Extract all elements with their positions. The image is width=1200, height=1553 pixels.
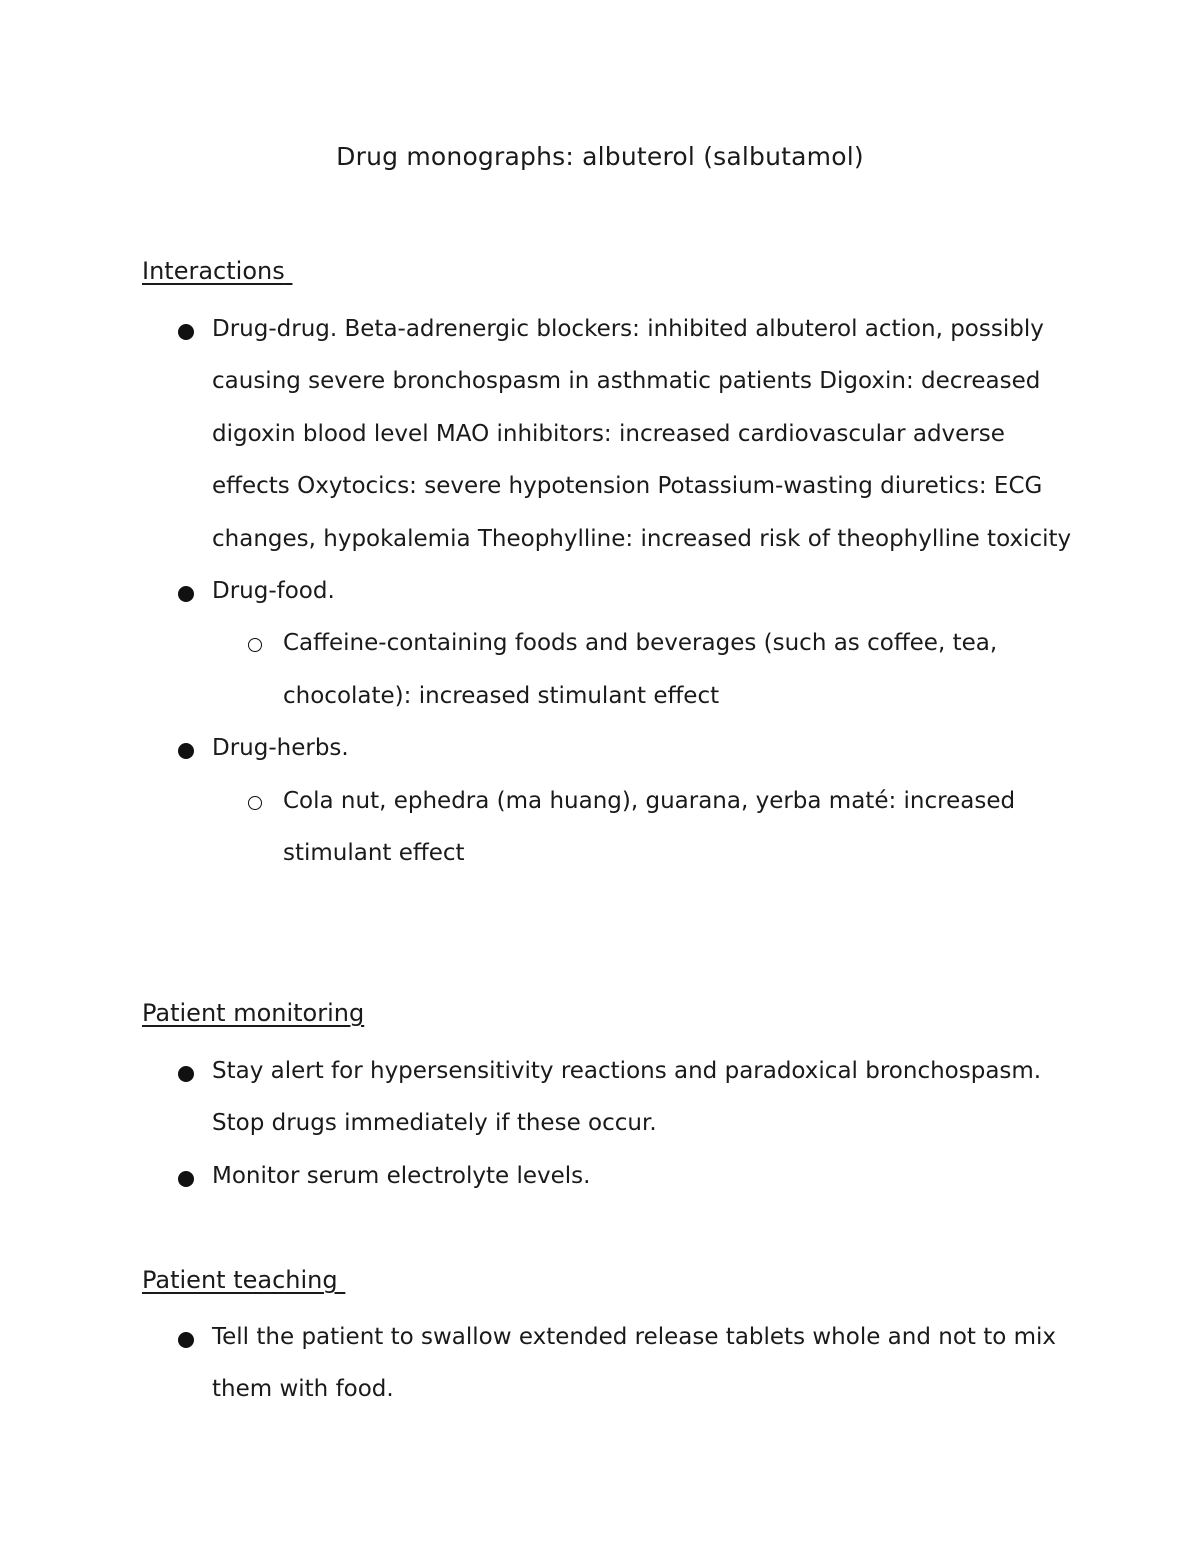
sub-list-item-text: Caffeine-containing foods and beverages (such as coffee, tea, chocolate): increased stimulant effect <box>283 630 998 709</box>
bullet-icon <box>178 324 194 340</box>
section-heading-monitoring-text: Patient monitoring <box>142 999 365 1027</box>
list-item-text: Drug-herbs. <box>212 735 349 762</box>
sub-list <box>212 617 1072 722</box>
hollow-bullet-icon <box>248 638 262 652</box>
list-item <box>142 1150 1072 1202</box>
list-item <box>142 1311 1072 1416</box>
bullet-icon <box>178 1066 194 1082</box>
list-item-text: Tell the patient to swallow extended release tablets whole and not to mix them with food. <box>212 1324 1057 1403</box>
page-title: Drug monographs: albuterol (salbutamol) <box>336 142 864 171</box>
list-item-text: Drug-drug. Beta-adrenergic blockers: inhibited albuterol action, possibly causing severe bronchospasm in asthmatic patients Digoxin: decreased digoxin blood level MAO inhibitors: increased cardiovascular adverse effects Oxytocics: severe hypotension Potassium-wasting diuretics: ECG changes, hypokalemia Theophylline: increased risk of theophylline toxicity <box>212 316 1072 552</box>
section-heading-teaching <box>142 1265 345 1295</box>
list-item-text: Monitor serum electrolyte levels. <box>212 1162 591 1189</box>
section-heading-teaching-text: Patient teaching <box>142 1266 338 1294</box>
sub-list-item-text: Cola nut, ephedra (ma huang), guarana, yerba maté: increased stimulant effect <box>283 787 1016 867</box>
interactions-list <box>142 303 1072 879</box>
bullet-icon <box>178 743 194 759</box>
sub-list <box>212 775 1072 880</box>
bullet-icon <box>178 1332 194 1348</box>
sub-list-item <box>212 617 1072 722</box>
sub-list-item <box>212 775 1072 880</box>
bullet-icon <box>178 586 194 602</box>
list-item-text: Stay alert for hypersensitivity reactions and paradoxical bronchospasm. Stop drugs immediately if these occur. <box>212 1058 1042 1137</box>
bullet-icon <box>178 1171 194 1187</box>
list-item <box>142 1045 1072 1150</box>
list-item <box>142 303 1072 565</box>
section-heading-interactions <box>142 256 292 286</box>
section-heading-interactions-text: Interactions <box>142 257 285 285</box>
hollow-bullet-icon <box>248 796 262 810</box>
list-item <box>142 722 1072 879</box>
teaching-list <box>142 1311 1072 1416</box>
list-item-text: Drug-food. <box>212 578 335 605</box>
section-heading-monitoring <box>142 998 364 1028</box>
monitoring-list <box>142 1045 1072 1202</box>
list-item <box>142 565 1072 722</box>
